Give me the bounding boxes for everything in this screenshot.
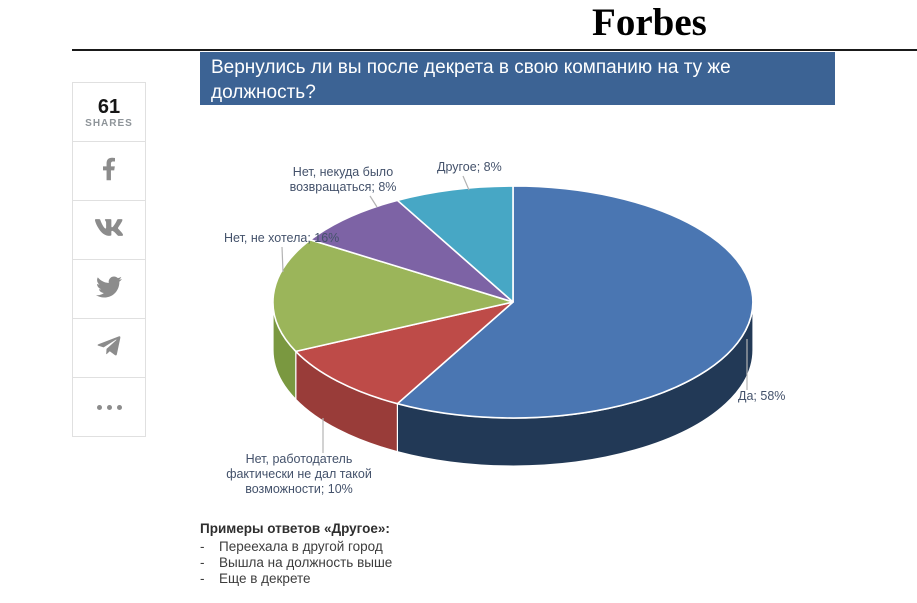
forbes-logo[interactable]: Forbes <box>592 1 707 44</box>
twitter-icon <box>96 274 122 305</box>
notes-heading: Примеры ответов «Другое»: <box>200 521 390 536</box>
share-more-button[interactable] <box>72 377 146 437</box>
share-widget <box>72 82 146 437</box>
list-item: - Вышла на должность выше <box>200 555 393 570</box>
list-item: - Еще в декрете <box>200 571 311 586</box>
share-count: 61 <box>97 95 121 118</box>
slice-label-nekuda: Нет, некуда было возвращаться; 8% <box>289 165 397 194</box>
vk-icon <box>94 214 124 246</box>
other-answers-notes <box>200 521 620 587</box>
leader-nekuda <box>370 196 377 207</box>
header-divider <box>72 49 917 51</box>
chart-title: Вернулись ли вы после декрета в свою компанию на ту же должность? <box>200 52 835 105</box>
leader-nehotela <box>282 247 283 272</box>
list-item: - Переехала в другой город <box>200 539 383 554</box>
share-caption: SHARES <box>85 117 133 129</box>
slice-label-drugoe: Другое; 8% <box>437 160 502 174</box>
slice-label-nehotela: Нет, не хотела; 16% <box>224 231 340 245</box>
share-twitter-button[interactable] <box>72 259 146 319</box>
ellipsis-icon <box>97 405 122 410</box>
facebook-icon <box>102 156 116 187</box>
slice-label-rabotodatel: Нет, работодатель фактически не дал такой возможности; 10% <box>226 452 372 496</box>
slice-label-da: Да; 58% <box>738 389 786 403</box>
telegram-icon <box>96 333 122 364</box>
share-telegram-button[interactable] <box>72 318 146 378</box>
share-facebook-button[interactable] <box>72 141 146 201</box>
share-vk-button[interactable] <box>72 200 146 260</box>
share-count-cell <box>72 82 146 142</box>
